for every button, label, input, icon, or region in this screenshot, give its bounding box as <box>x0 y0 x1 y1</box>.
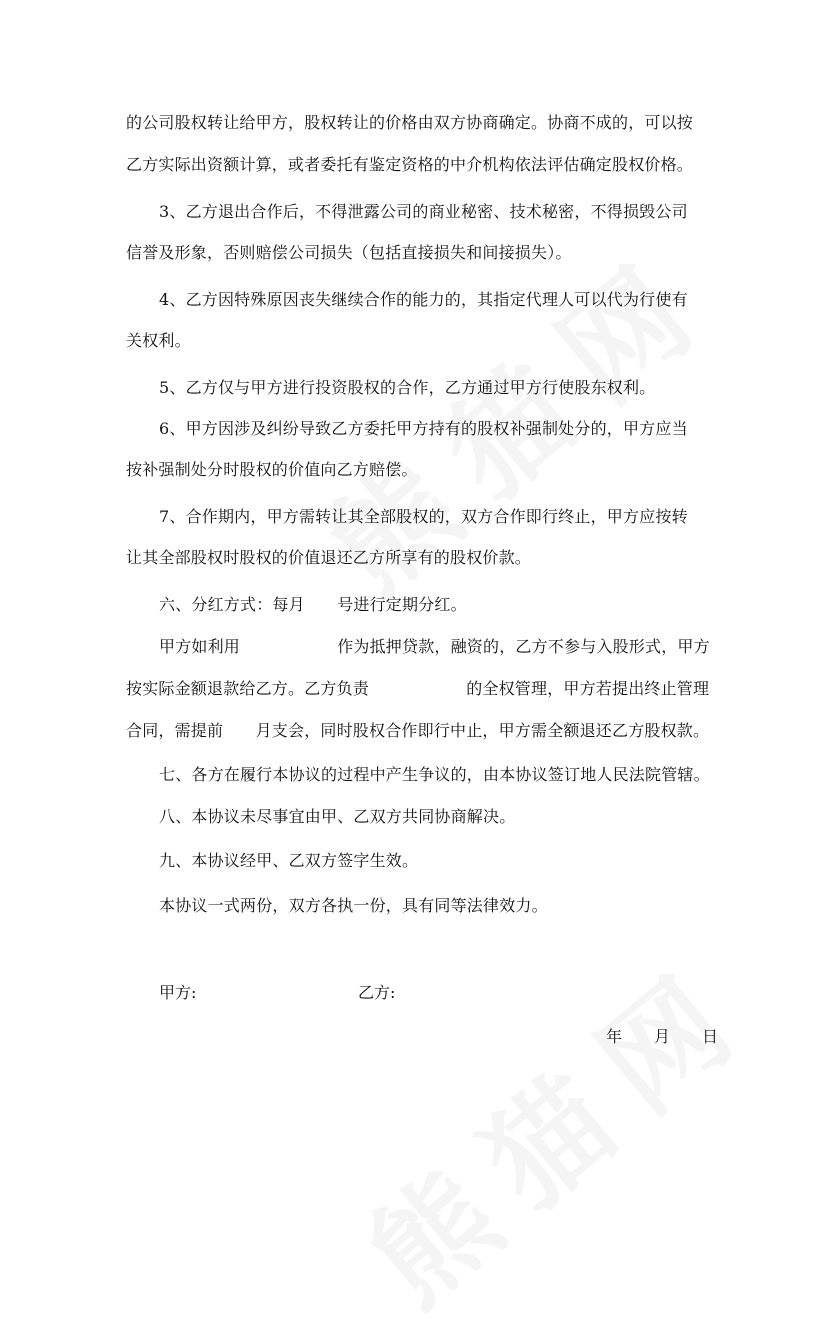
clause-4-line: 关权利。 <box>126 331 191 350</box>
clause-6-line: 按补强制处分时股权的价值向乙方赔偿。 <box>126 460 418 479</box>
party-a-signature-label: 甲方: <box>159 983 197 1002</box>
unresolved-matters-clause: 八、本协议未尽事宜由甲、乙双方共同协商解决。 <box>159 807 516 826</box>
signature-date: 年 月 日 <box>606 1027 719 1046</box>
mortgage-clause-line: 按实际金额退款给乙方。乙方负责 的全权管理，甲方若提出终止管理 <box>126 679 710 698</box>
clause-3-line: 信誉及形象，否则赔偿公司损失（包括直接损失和间接损失）。 <box>126 243 572 262</box>
dispute-clause: 七、各方在履行本协议的过程中产生争议的，由本协议签订地人民法院管辖。 <box>159 765 710 784</box>
clause-7-line: 让其全部股权时股权的价值退还乙方所享有的股权价款。 <box>126 548 532 567</box>
clause-5-line: 5、乙方仅与甲方进行投资股权的合作，乙方通过甲方行使股东权利。 <box>159 378 656 397</box>
copies-clause: 本协议一式两份，双方各执一份，具有同等法律效力。 <box>159 896 548 915</box>
clause-3-line: 3、乙方退出合作后，不得泄露公司的商业秘密、技术秘密，不得损毁公司 <box>159 202 688 221</box>
effectiveness-clause: 九、本协议经甲、乙双方签字生效。 <box>159 851 419 870</box>
clause-4-line: 4、乙方因特殊原因丧失继续合作的能力的，其指定代理人可以代为行使有 <box>159 290 688 309</box>
clause-7-line: 7、合作期内，甲方需转让其全部股权的，双方合作即行终止，甲方应按转 <box>159 507 688 526</box>
party-b-signature-label: 乙方: <box>358 983 396 1002</box>
mortgage-clause-line: 合同，需提前 月支会，同时股权合作即行中止，甲方需全额退还乙方股权款。 <box>126 721 710 740</box>
dividend-clause: 六、分红方式：每月 号进行定期分红。 <box>159 595 467 614</box>
mortgage-clause-line: 甲方如利用 作为抵押贷款，融资的，乙方不参与入股形式，甲方 <box>159 637 710 656</box>
watermark <box>327 915 782 1336</box>
clause-6-line: 6、甲方因涉及纠纷导致乙方委托甲方持有的股权补强制处分的，甲方应当 <box>159 419 688 438</box>
paragraph-line: 乙方实际出资额计算，或者委托有鉴定资格的中介机构依法评估确定股权价格。 <box>126 155 694 174</box>
paragraph-line: 的公司股权转让给甲方，股权转让的价格由双方协商确定。协商不成的，可以按 <box>126 113 694 132</box>
